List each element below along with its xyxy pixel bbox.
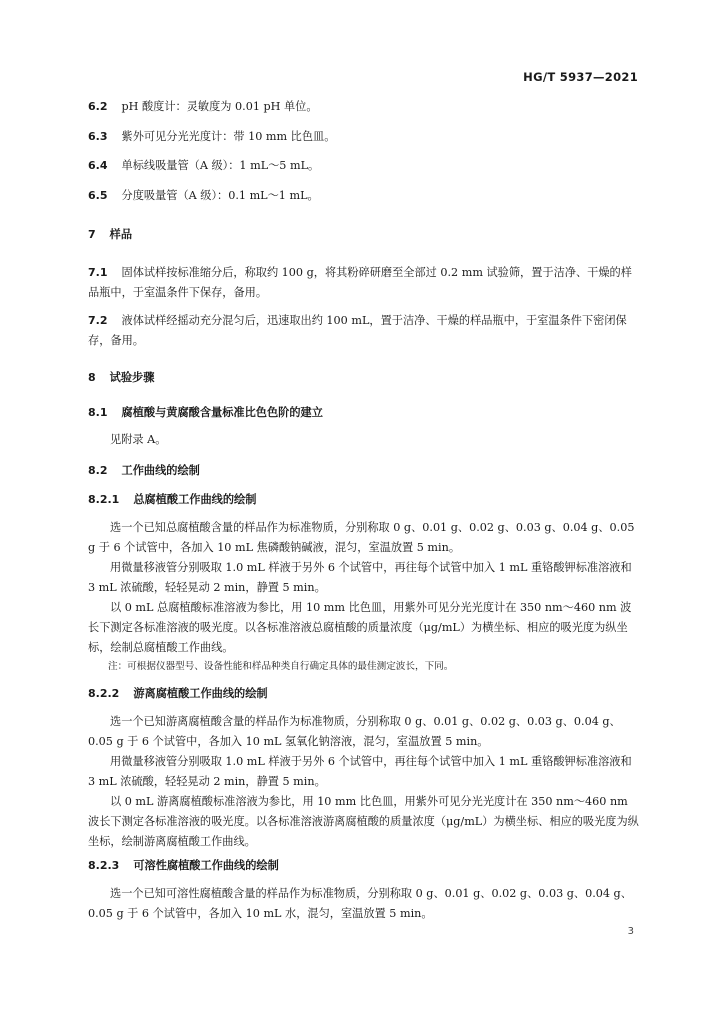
section-8-2-3-para-1: 选一个已知可溶性腐植酸含量的样品作为标准物质，分别称取 0 g、0.01 g、0.02 g、0.03 g、0.04 g、0.05 g 于 6 个试管中，各加入 10 mL 水，混匀，室温放置 5 min。 xyxy=(88,887,632,920)
item-text: 分度吸量管（A 级）：0.1 mL～1 mL。 xyxy=(121,189,319,202)
section-8-2-2-heading xyxy=(88,684,640,704)
section-8-2-1-para-3: 以 0 mL 总腐植酸标准溶液为参比，用 10 mm 比色皿，用紫外可见分光光度计在 350 nm～460 nm 波长下测定各标准溶液的吸光度。以各标准溶液总腐植酸的质量浓度（μg/mL）为横坐标、相应的吸光度为纵坐标，绘制总腐植酸工作曲线。 xyxy=(88,601,632,654)
section-number: 8.1 xyxy=(88,406,108,419)
clause-number: 7.2 xyxy=(88,314,108,327)
clause-text: 固体试样按标准缩分后，称取约 100 g，将其粉碎研磨至全部过 0.2 mm 试验筛，置于洁净、干燥的样品瓶中，于室温条件下保存，备用。 xyxy=(88,266,632,299)
item-number: 6.4 xyxy=(88,159,108,172)
section-7-heading xyxy=(88,225,640,245)
section-number: 8.2.1 xyxy=(88,493,120,506)
section-8-2-2-para-3: 以 0 mL 游离腐植酸标准溶液为参比，用 10 mm 比色皿，用紫外可见分光光度计在 350 nm～460 nm 波长下测定各标准溶液的吸光度。以各标准溶液游离腐植酸的质量浓度（μg/mL）为横坐标、相应的吸光度为纵坐标，绘制游离腐植酸工作曲线。 xyxy=(88,795,639,848)
section-8-2-2-para-2: 用微量移液管分别吸取 1.0 mL 样液于另外 6 个试管中，再往每个试管中加入 1 mL 重铬酸钾标准溶液和 3 mL 浓硫酸，轻轻晃动 2 min，静置 5 min。 xyxy=(88,755,632,788)
section-8-1-text: 见附录 A。 xyxy=(110,433,167,446)
item-number: 6.2 xyxy=(88,100,108,113)
clause-number: 7.1 xyxy=(88,266,108,279)
section-title: 工作曲线的绘制 xyxy=(121,464,200,477)
section-8-2-1-para-2: 用微量移液管分别吸取 1.0 mL 样液于另外 6 个试管中，再往每个试管中加入 1 mL 重铬酸钾标准溶液和 3 mL 浓硫酸，轻轻晃动 2 min，静置 5 min。 xyxy=(88,561,632,594)
section-8-2-1-para-1: 选一个已知总腐植酸含量的样品作为标准物质，分别称取 0 g、0.01 g、0.02 g、0.03 g、0.04 g、0.05 g 于 6 个试管中，各加入 10 mL 焦磷酸钠碱液，混匀，室温放置 5 min。 xyxy=(88,521,635,554)
section-8-heading xyxy=(88,368,640,388)
standard-code: HG/T 5937—2021 xyxy=(523,70,638,84)
section-title: 总腐植酸工作曲线的绘制 xyxy=(133,493,257,506)
item-number: 6.5 xyxy=(88,189,108,202)
note: 注：可根据仪器型号、设备性能和样品种类自行确定具体的最佳测定波长，下同。 xyxy=(108,661,454,672)
section-number: 8 xyxy=(88,371,96,384)
page-number: 3 xyxy=(627,926,634,937)
section-8-2-1-heading xyxy=(88,490,640,510)
item-6-5 xyxy=(88,186,640,206)
item-text: 单标线吸量管（A 级）：1 mL～5 mL。 xyxy=(121,159,320,172)
clause-7-2 xyxy=(88,311,640,351)
item-6-2 xyxy=(88,97,640,117)
item-text: pH 酸度计：灵敏度为 0.01 pH 单位。 xyxy=(121,100,318,113)
section-number: 8.2.3 xyxy=(88,859,120,872)
section-title: 游离腐植酸工作曲线的绘制 xyxy=(133,687,268,700)
section-title: 可溶性腐植酸工作曲线的绘制 xyxy=(133,859,279,872)
section-8-2-2-para-1: 选一个已知游离腐植酸含量的样品作为标准物质，分别称取 0 g、0.01 g、0.02 g、0.03 g、0.04 g、0.05 g 于 6 个试管中，各加入 10 mL 氢氧化钠溶液，混匀，室温放置 5 min。 xyxy=(88,715,621,748)
clause-7-1 xyxy=(88,263,640,303)
section-number: 8.2.2 xyxy=(88,687,120,700)
item-number: 6.3 xyxy=(88,130,108,143)
clause-text: 液体试样经摇动充分混匀后，迅速取出约 100 mL，置于洁净、干燥的样品瓶中，于室温条件下密闭保存，备用。 xyxy=(88,314,627,347)
section-8-2-3-heading xyxy=(88,856,640,876)
section-title: 样品 xyxy=(109,228,133,241)
item-6-3 xyxy=(88,127,640,147)
section-title: 腐植酸与黄腐酸含量标准比色色阶的建立 xyxy=(121,406,323,419)
section-number: 8.2 xyxy=(88,464,108,477)
section-8-1-heading xyxy=(88,403,640,423)
section-8-2-heading xyxy=(88,461,640,481)
item-6-4 xyxy=(88,156,640,176)
section-number: 7 xyxy=(88,228,96,241)
item-text: 紫外可见分光光度计：带 10 mm 比色皿。 xyxy=(121,130,336,143)
section-title: 试验步骤 xyxy=(109,371,155,384)
